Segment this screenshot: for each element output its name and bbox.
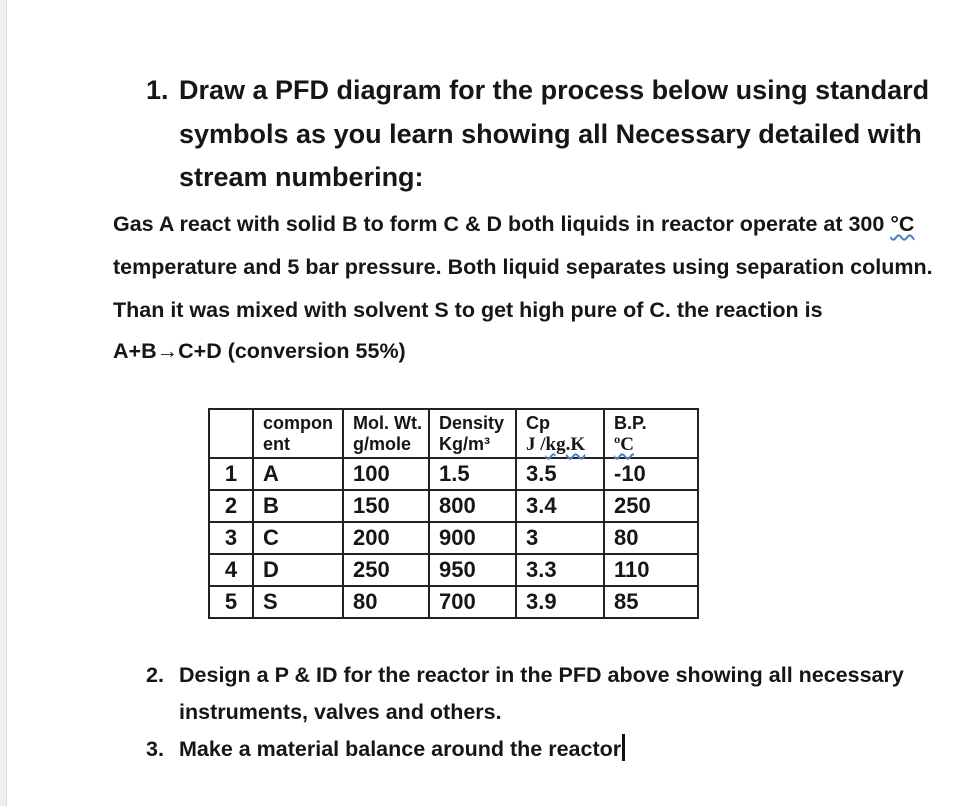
process-description-line-2: temperature and 5 bar pressure. Both liquid separates using separation column. — [113, 255, 933, 279]
row-4-index: 4 — [209, 554, 253, 586]
row-1-bp: -10 — [604, 458, 698, 490]
header-mol-wt — [343, 409, 429, 458]
question-2-line-2: instruments, valves and others. — [179, 700, 502, 724]
row-2-mol-wt: 150 — [343, 490, 429, 522]
row-3-density: 900 — [429, 522, 516, 554]
row-4-cp: 3.3 — [516, 554, 604, 586]
bp-unit: ºC — [614, 434, 634, 455]
description-text: Gas A react with solid B to form C & D both liquids in reactor operate at 300 — [113, 212, 891, 236]
row-5-cp: 3.9 — [516, 586, 604, 618]
row-3-mol-wt: 200 — [343, 522, 429, 554]
header-bp-line1: B.P. — [614, 413, 647, 433]
questions-2-3 — [146, 657, 946, 768]
row-2-component: B — [253, 490, 343, 522]
row-1-cp: 3.5 — [516, 458, 604, 490]
table-header-row — [209, 409, 698, 458]
header-density — [429, 409, 516, 458]
question-3 — [146, 731, 946, 768]
header-density-line2: Kg/m³ — [439, 434, 490, 454]
table-row — [209, 522, 698, 554]
question-1-line-2: symbols as you learn showing all Necessary detailed with — [179, 118, 922, 149]
header-mol-wt-line1: Mol. Wt. — [353, 413, 422, 433]
row-3-cp: 3 — [516, 522, 604, 554]
row-5-mol-wt: 80 — [343, 586, 429, 618]
row-1-component: A — [253, 458, 343, 490]
header-index — [209, 409, 253, 458]
process-description — [113, 203, 966, 332]
row-2-cp: 3.4 — [516, 490, 604, 522]
question-3-text — [179, 731, 946, 768]
page-edge-strip — [0, 0, 7, 806]
question-3-number: 3. — [146, 737, 164, 761]
row-3-bp: 80 — [604, 522, 698, 554]
row-5-component: S — [253, 586, 343, 618]
row-1-mol-wt: 100 — [343, 458, 429, 490]
process-description-line-1 — [113, 203, 966, 246]
row-3-component: C — [253, 522, 343, 554]
cp-unit-prefix: J / — [526, 434, 546, 455]
table-row — [209, 586, 698, 618]
question-1-number: 1. — [146, 75, 169, 105]
row-5-index: 5 — [209, 586, 253, 618]
row-5-bp: 85 — [604, 586, 698, 618]
header-component — [253, 409, 343, 458]
question-1-line-1: Draw a PFD diagram for the process below using standard — [179, 75, 930, 105]
header-density-line1: Density — [439, 413, 505, 433]
question-3-line: Make a material balance around the reactor — [179, 737, 622, 761]
header-cp-line2 — [526, 434, 603, 455]
row-5-density: 700 — [429, 586, 516, 618]
header-cp-line1: Cp — [526, 413, 550, 433]
temperature-unit: °C — [890, 212, 915, 236]
row-1-index: 1 — [209, 458, 253, 490]
row-1-density: 1.5 — [429, 458, 516, 490]
header-mol-wt-line2: g/mole — [353, 434, 412, 454]
header-component-line2: ent — [263, 434, 290, 454]
row-4-bp: 110 — [604, 554, 698, 586]
table-row — [209, 490, 698, 522]
header-bp-line2 — [614, 434, 697, 455]
question-2-text — [179, 657, 946, 731]
component-properties-table — [208, 408, 699, 619]
row-2-index: 2 — [209, 490, 253, 522]
question-1 — [146, 69, 966, 200]
row-2-density: 800 — [429, 490, 516, 522]
table-row — [209, 458, 698, 490]
reaction-equation: A+B→C+D (conversion 55%) — [113, 339, 406, 363]
row-3-index: 3 — [209, 522, 253, 554]
text-cursor — [622, 734, 625, 761]
question-1-line-3: stream numbering: — [179, 162, 424, 192]
table-row — [209, 554, 698, 586]
question-2-number: 2. — [146, 663, 164, 687]
row-4-component: D — [253, 554, 343, 586]
process-description-line-3: Than it was mixed with solvent S to get high pure of C. the reaction is — [113, 298, 823, 322]
cp-unit: kg.K — [545, 434, 586, 455]
header-cp — [516, 409, 604, 458]
question-1-text — [179, 69, 966, 200]
row-2-bp: 250 — [604, 490, 698, 522]
question-2-line-1: Design a P & ID for the reactor in the PFD above showing all necessary — [179, 663, 904, 687]
header-component-line1: compon — [263, 413, 333, 433]
row-4-mol-wt: 250 — [343, 554, 429, 586]
header-bp — [604, 409, 698, 458]
question-2 — [146, 657, 946, 731]
row-4-density: 950 — [429, 554, 516, 586]
